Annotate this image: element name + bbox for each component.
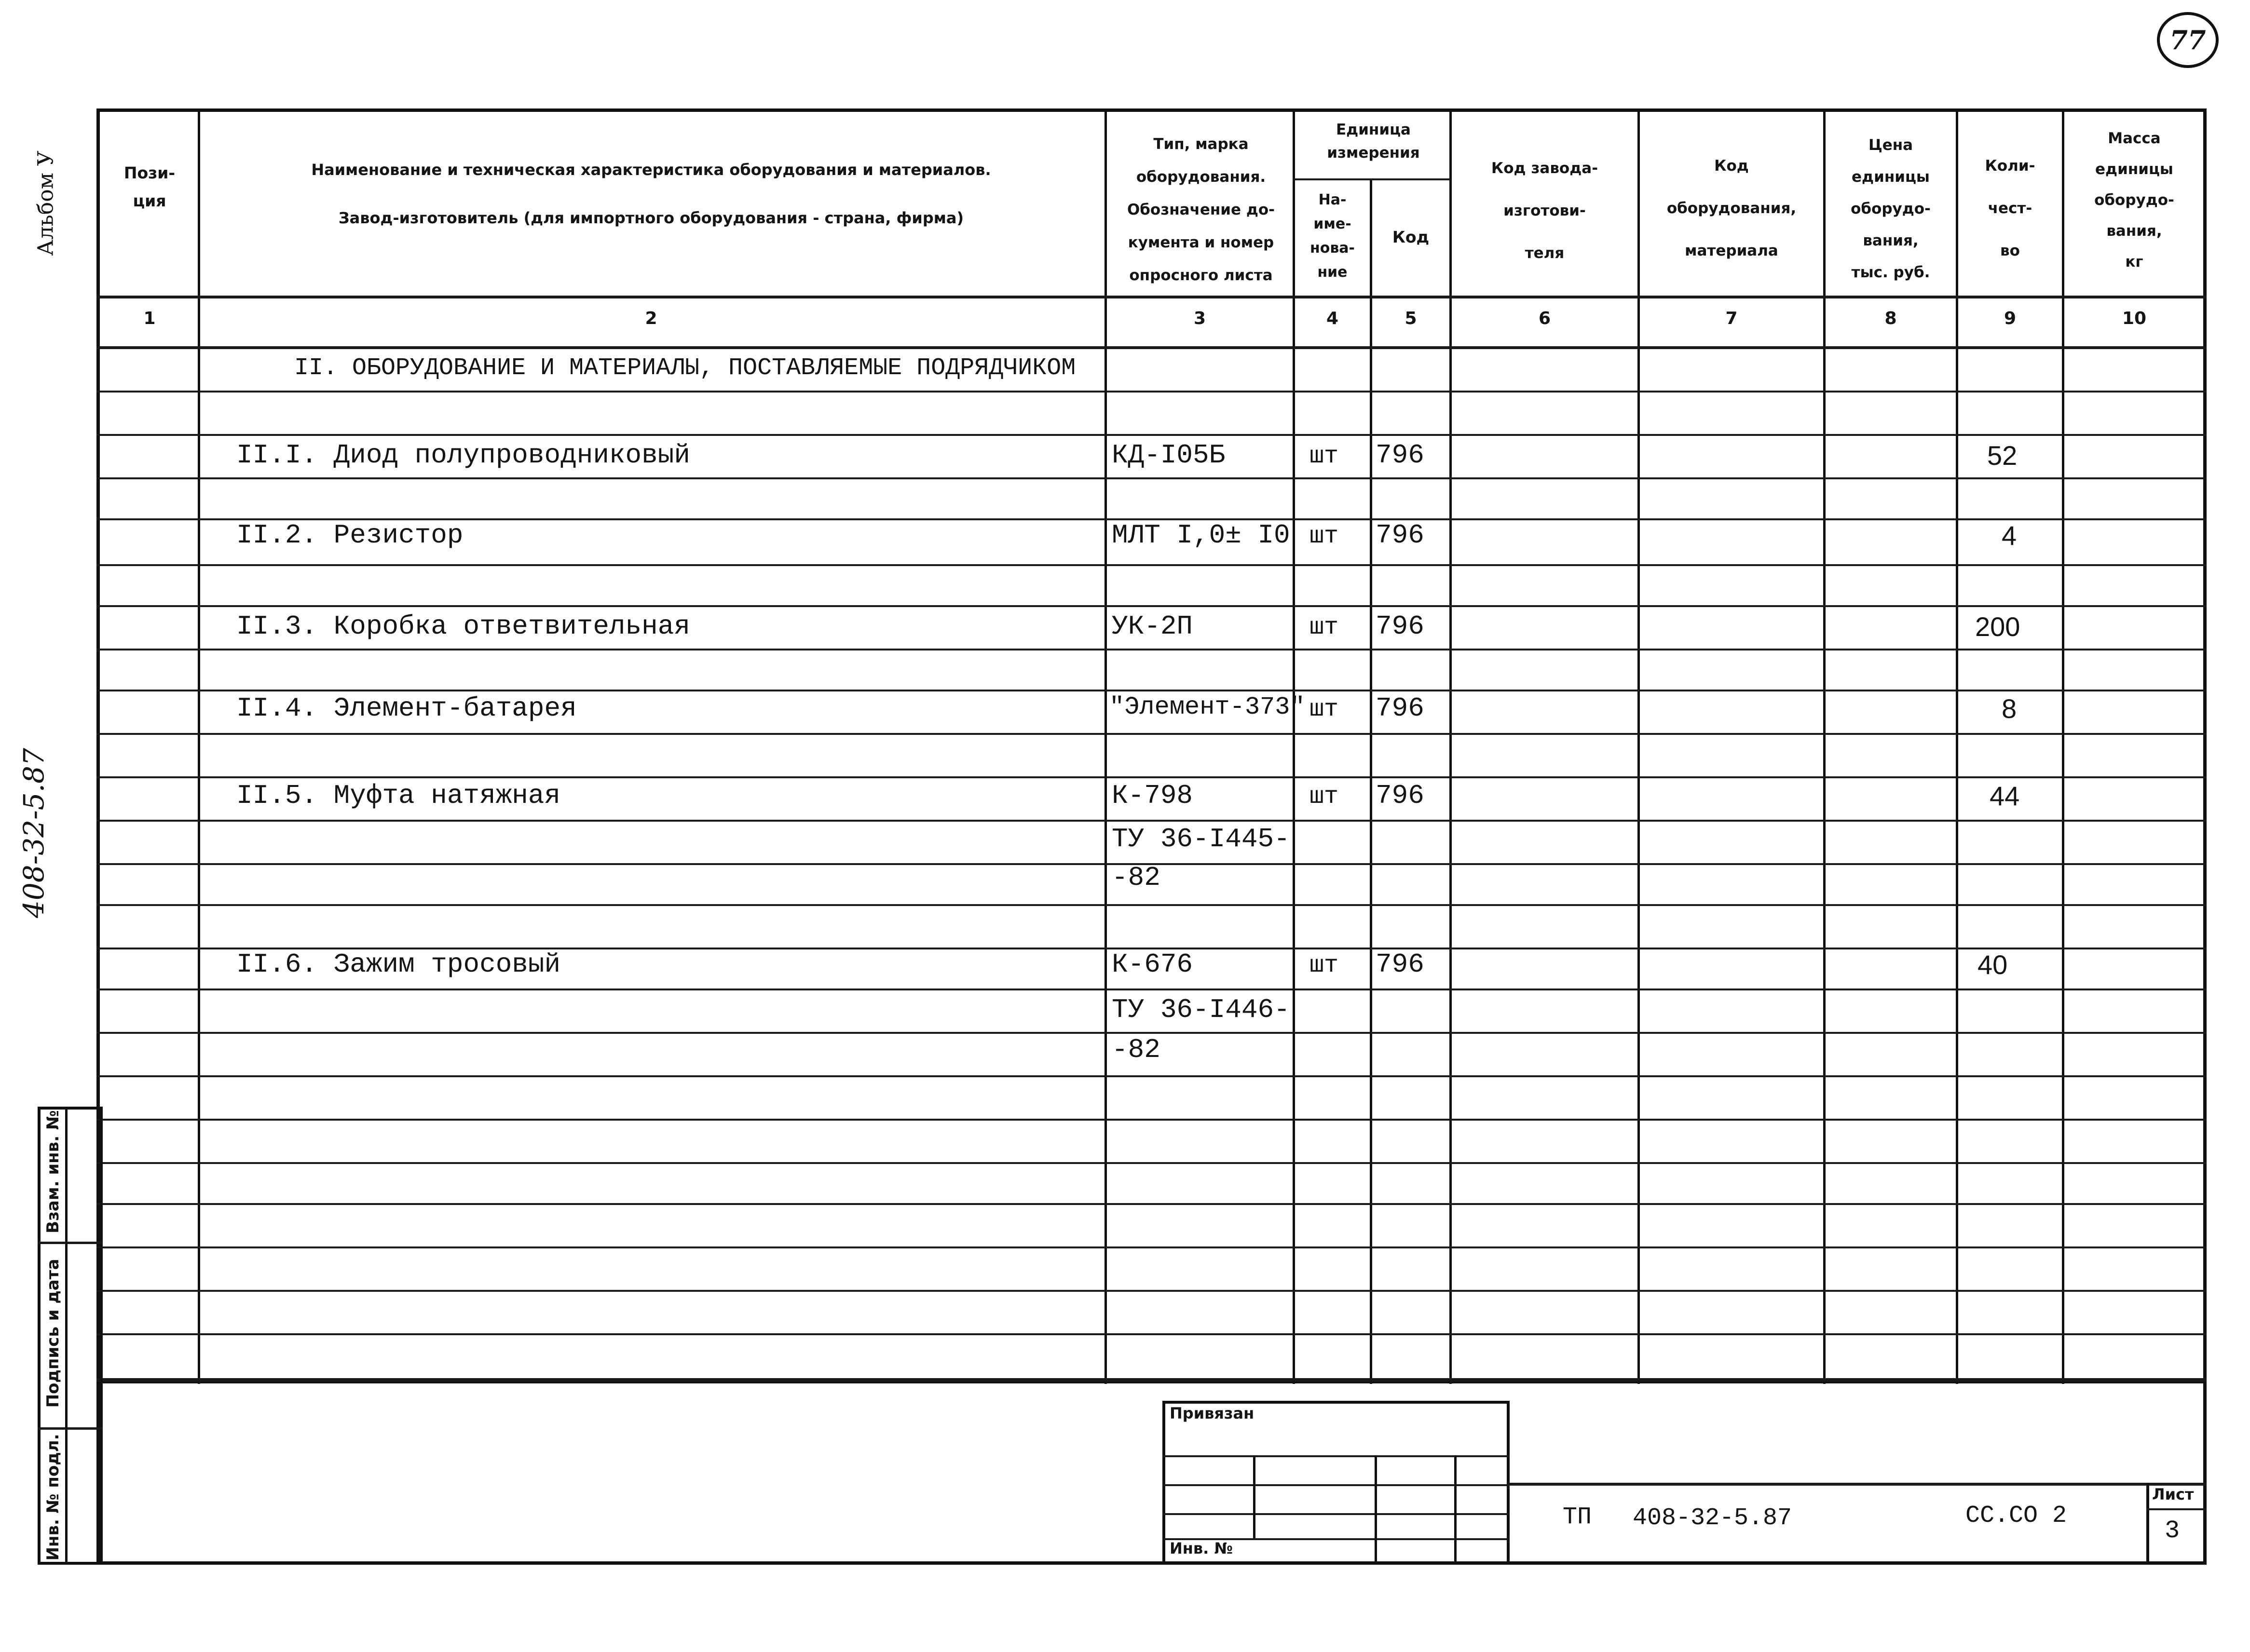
col-divider [1637,108,1640,1384]
item-code: 796 [1376,780,1424,811]
item-unit: шт [1309,614,1339,641]
item-unit: шт [1309,523,1339,550]
item-type: КД-I05Б [1112,440,1226,471]
row-line [96,1333,2207,1335]
header-name-line2: Завод-изготовитель (для импортного оборудования - страна, фирма) [338,209,964,227]
colnum-5: 5 [1405,309,1417,328]
privyazan-col [1454,1455,1457,1565]
colnum-10: 10 [2122,309,2147,328]
privyazan-row [1162,1484,1510,1486]
colnum-8: 8 [1884,309,1897,328]
colnum-6: 6 [1538,309,1551,328]
item-code: 796 [1376,520,1424,551]
tp-label: ТП [1563,1503,1592,1531]
doc-number: 408-32-5.87 [1633,1504,1792,1532]
row-line [96,1119,2207,1121]
row-line [96,820,2207,822]
row-line [96,988,2207,990]
header-name-line1: Наименование и техническая характеристика оборудования и материалов. [311,161,991,179]
item-code: 796 [1376,949,1424,980]
side-stamp-divider [65,1107,68,1565]
colnum-3: 3 [1193,309,1206,328]
privyazan-label: Привязан [1170,1404,1255,1422]
row-line [96,1075,2207,1077]
row-line [96,904,2207,906]
item-code: 796 [1376,611,1424,642]
row-line [96,649,2207,650]
item-qty: 200 [1975,611,2020,642]
item-type: "Элемент-373" [1109,693,1305,721]
header-sub-divider [1293,178,1449,180]
col-divider [1956,108,1958,1384]
album-label: Альбом У [33,150,58,256]
side-doc-code: 408-32-5.87 [17,748,50,918]
col-divider [1293,108,1295,1384]
podpis-label: Подпись и дата [43,1259,63,1408]
item-code: 796 [1376,440,1424,471]
row-line [96,776,2207,778]
item-name: II.6. Зажим тросовый [236,949,561,980]
section-title: II. ОБОРУДОВАНИЕ И МАТЕРИАЛЫ, ПОСТАВЛЯЕМЫЕ ПОДРЯДЧИКОМ [294,354,1076,382]
row-line [96,1290,2207,1292]
item-type: -82 [1112,862,1160,893]
row-line [96,1203,2207,1205]
inv-no-label: Инв. № [1170,1539,1233,1557]
page-number-badge: 77 [2157,12,2219,68]
colnum-7: 7 [1725,309,1738,328]
header-factory-code: Код завода- изготови- теля [1491,160,1598,262]
item-qty: 44 [1990,781,2020,811]
item-type: -82 [1112,1034,1160,1065]
colnum-2: 2 [645,309,657,328]
item-qty: 8 [2002,693,2017,724]
col-divider [1823,108,1826,1384]
spec-table-frame [96,108,2207,1383]
row-line [96,477,2207,479]
item-name: II.I. Диод полупроводниковый [236,440,690,471]
row-line [96,1246,2207,1248]
item-qty: 52 [1987,440,2018,471]
item-qty: 40 [1977,949,2008,980]
row-line [96,690,2207,691]
privyazan-row [1162,1513,1510,1515]
row-line [96,391,2207,393]
row-line [96,605,2207,607]
col-divider [2062,108,2064,1384]
item-name: II.4. Элемент-батарея [236,693,577,724]
item-type: ТУ 36-I445- [1112,824,1290,854]
privyazan-row [1162,1455,1510,1457]
item-type: УК-2П [1112,611,1193,642]
item-unit: шт [1309,696,1339,723]
item-type: К-798 [1112,780,1193,811]
row-line [96,1162,2207,1164]
header-unit-code: Код [1392,228,1430,246]
item-code: 796 [1376,693,1424,724]
stamp-top-line [1510,1483,2207,1486]
row-line [96,564,2207,566]
item-type: К-676 [1112,949,1193,980]
row-line [96,733,2207,735]
item-name: II.3. Коробка ответвительная [236,611,690,642]
privyazan-col [1375,1455,1377,1565]
colnum-9: 9 [2004,309,2017,328]
header-unit-group: Единица измерения [1327,121,1420,162]
sheet-label: Лист [2152,1485,2194,1503]
header-bottom-line [96,296,2207,298]
item-unit: шт [1309,783,1339,811]
header-position: Пози- ция [123,163,176,210]
colnum-1: 1 [143,309,156,328]
col-divider [198,108,200,1384]
header-quantity: Коли- чест- во [1985,157,2035,259]
col-divider [1105,108,1107,1384]
header-equipment-code: Код оборудования, материала [1666,157,1797,259]
inv-podl-label: Инв. № подл. [43,1434,63,1561]
item-type: МЛТ I,0± I0 [1112,520,1290,551]
sheet-number: 3 [2165,1517,2180,1545]
item-qty: 4 [2002,520,2017,551]
item-name: II.5. Муфта натяжная [236,780,561,811]
item-type: ТУ 36-I446- [1112,994,1290,1025]
privyazan-col [1253,1455,1255,1538]
vzam-inv-label: Взам. инв. № [43,1110,63,1233]
col-divider [1449,108,1452,1384]
sheet-box-divider [2146,1508,2207,1510]
item-unit: шт [1309,443,1339,470]
header-price: Цена единицы оборудо- вания, тыс. руб. [1851,136,1931,281]
colnum-bottom-line [96,346,2207,349]
item-name: II.2. Резистор [236,520,464,551]
header-unit-name: На- име- нова- ние [1309,191,1355,281]
header-type: Тип, марка оборудования. Обозначение до- кумента и номер опросного листа [1127,135,1275,284]
sheet-code: СС.СО 2 [1965,1502,2067,1530]
table-bottom-line [96,1378,2207,1381]
item-unit: шт [1309,952,1339,979]
colnum-4: 4 [1326,309,1339,328]
header-mass: Масса единицы оборудо- вания, кг [2094,130,2174,271]
row-line [96,1032,2207,1034]
row-line [96,434,2207,436]
bottom-frame [96,1379,2207,1565]
